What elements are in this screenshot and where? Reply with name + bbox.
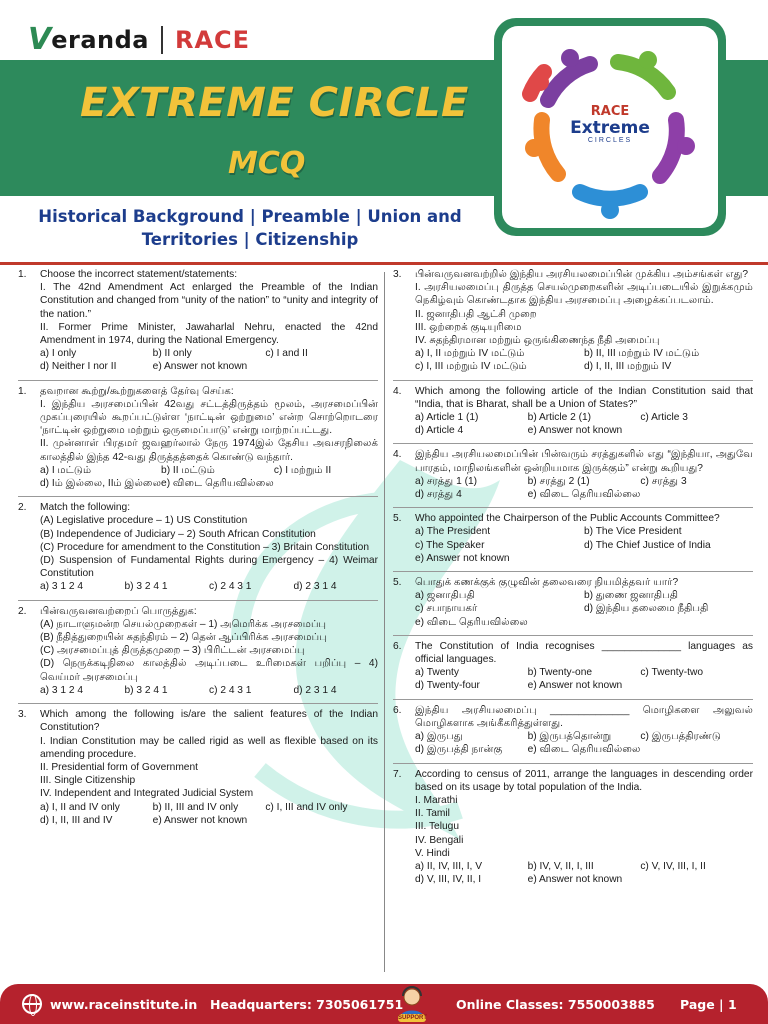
left-column (18, 268, 378, 837)
question-header (18, 708, 378, 734)
topic-subtitle: Historical Background | Preamble | Union and Territories | Citizenship (38, 207, 462, 249)
question-header (18, 385, 378, 398)
answer-options (393, 475, 753, 501)
answer-option[interactable]: d) இந்திய தலைமை நீதிபதி (584, 603, 709, 615)
answer-option[interactable]: e) விடை தெரியவில்லை (527, 489, 641, 501)
answer-option[interactable]: a) I மட்டும் (40, 464, 92, 476)
question-block (393, 512, 753, 572)
question-text: இந்திய அரசியலமைப்பின் பின்வரும் சரத்துகளில் எது “இந்தியா, அதுவே பாரதம், மாநிலங்களின் ஒன்றியமாக இருக்கும்” என்று கூறியது? (415, 449, 753, 474)
footer-bar (0, 984, 768, 1024)
question-statement: II. ஜனாதிபதி ஆட்சி முறை (415, 308, 537, 320)
question-text: Match the following: (40, 502, 131, 514)
answer-option[interactable]: e) Answer not known (152, 814, 248, 826)
answer-option[interactable]: e) விடை தெரியவில்லை (527, 744, 641, 756)
question-number: 1. (18, 269, 27, 280)
question-statement: I. அரசியலமைப்பு திருத்த செயல்முறைகளின் அடிப்படையில் இறுக்கமும் நெகிழ்வும் கொண்டதாக இந்திய அரசமைப்பு அழைக்கப்படலாம். (415, 282, 753, 307)
question-statement: I. இந்திய அரசமைப்பின் 42வது சட்டத்திருத்தம் மூலம், அரசமைப்பின் முகப்புரையில் கூறப்பட்டுள்ள ‘நாட்டின் ஒற்றுமை’ என்ற சொற்றொடரை ‘நாட்டின் ஒற்றுமை மற்றும் ஒருமைப்பாடு’ என்று மாற்றப்பட்டது. (40, 398, 378, 437)
answer-option[interactable]: d) Neither I nor II (40, 361, 117, 373)
question-text: தவறான கூற்று/கூற்றுகளைத் தேர்வு செய்க: (40, 385, 234, 397)
question-text: இந்திய அரசியலமைப்பு ______________ மொழிகளை அலுவல் மொழிகளாக அங்கீகரித்துள்ளது. (415, 704, 753, 729)
answer-option[interactable]: d) 2 3 1 4 (293, 581, 337, 593)
question-statement: IV. Bengali (415, 834, 464, 846)
question-text: The Constitution of India recognises ______________ languages as official languages. (415, 640, 753, 666)
answer-option[interactable]: d) The Chief Justice of India (584, 539, 711, 551)
question-statement: IV. Independent and Integrated Judicial System (40, 788, 254, 800)
answer-option[interactable]: c) The Speaker (415, 539, 485, 551)
question-header (393, 512, 753, 525)
answer-option[interactable]: c) சரத்து 3 (640, 475, 687, 487)
logo-extreme-text: Extreme (570, 118, 650, 138)
brand-separator (161, 26, 163, 54)
answer-options (18, 464, 378, 490)
answer-option[interactable]: a) 3 1 2 4 (40, 684, 84, 696)
question-statement: (C) Procedure for amendment to the Constitution – 3) Britain Constitution (40, 541, 369, 553)
answer-option[interactable]: b) இருபத்தொன்று (527, 731, 612, 743)
question-block (18, 385, 378, 498)
answer-option[interactable]: a) I, II மற்றும் IV மட்டும் (415, 348, 525, 360)
answer-option[interactable]: d) Article 4 (415, 425, 464, 437)
answer-option[interactable]: d) I, II, III and IV (40, 814, 113, 826)
answer-option[interactable]: b) II, III and IV only (152, 801, 239, 813)
question-statement: (B) Independence of Judiciary – 2) South African Constitution (40, 528, 316, 540)
question-header (393, 268, 753, 281)
answer-option[interactable]: b) 3 2 4 1 (124, 684, 168, 696)
question-block (393, 385, 753, 445)
question-statement: (D) நெருக்கடிநிலை காலத்தில் அடிப்படை உரிமைகள் பறிப்பு – 4) வெய்மர் அரசமைப்பு (40, 658, 378, 683)
answer-options (18, 684, 378, 697)
question-statement: IV. சுதந்திரமான மற்றும் ஒருங்கிணைந்த நீதி அமைப்பு (415, 335, 660, 347)
answer-option[interactable]: d) 2 3 1 4 (293, 684, 337, 696)
question-statement: (A) Legislative procedure – 1) US Constitution (40, 515, 248, 527)
answer-option[interactable]: e) விடை தெரியவில்லை (415, 616, 528, 628)
answer-options (393, 411, 753, 437)
answer-option[interactable]: b) சரத்து 2 (1) (527, 475, 590, 487)
logo-race-text: RACE (590, 104, 630, 119)
question-block (18, 605, 378, 704)
answer-options (393, 730, 753, 756)
question-text: பின்வருவனவற்றில் இந்திய அரசியலமைப்பின் முக்கிய அம்சங்கள் எது? (415, 269, 749, 280)
question-statement: II. முன்னாள் பிரதமர் ஜவஹர்லால் நேரு 1974இல் தேசிய அவசரநிலைக் காலத்தில் இந்த 42-வது திருத்தத்தைக் கொண்டு வந்தார். (40, 438, 378, 463)
question-block (393, 704, 753, 764)
brand-v: V (28, 22, 52, 57)
question-number: 5. (393, 577, 402, 589)
answer-option[interactable]: c) Article 3 (640, 412, 688, 424)
answer-option[interactable]: d) I, II, III மற்றும் IV (584, 361, 672, 373)
question-number: 4. (393, 385, 402, 397)
question-text: Which among the following is/are the salient features of the Indian Constitution? (40, 709, 378, 734)
footer-website[interactable]: www.raceinstitute.in (50, 997, 198, 1012)
question-number: 3. (393, 269, 402, 280)
question-text: பின்வருவனவற்றைப் பொருத்துக: (40, 605, 197, 617)
page-subtitle-mcq: MCQ (228, 146, 306, 181)
question-number: 4. (393, 449, 402, 461)
answer-option[interactable]: c) V, IV, III, I, II (640, 860, 706, 872)
question-statement: III. Telugu (415, 821, 459, 833)
extreme-circle-logo (494, 18, 726, 236)
answer-option[interactable]: c) 2 4 3 1 (209, 684, 252, 696)
question-number: 7. (393, 768, 402, 780)
answer-option[interactable]: b) IV, V, II, I, III (527, 860, 594, 872)
answer-option[interactable]: b) II மட்டும் (161, 464, 216, 476)
question-statement: III. ஒற்றைக் குடியுரிமை (415, 321, 522, 333)
answer-options (393, 525, 753, 565)
question-statement: (A) நாடாளுமன்ற செயல்முறைகள் – 1) அமெரிக்க அரசமைப்பு (40, 618, 327, 630)
question-block (393, 576, 753, 636)
answer-options (393, 589, 753, 629)
question-block (18, 268, 378, 381)
answer-option[interactable]: b) Article 2 (1) (527, 412, 592, 424)
answer-option[interactable]: a) ஜனாதிபதி (415, 590, 475, 602)
brand-race: RACE (175, 25, 251, 54)
answer-option[interactable]: a) இருபது (415, 731, 463, 743)
question-number: 5. (393, 513, 402, 525)
question-content (0, 268, 768, 978)
question-header (18, 268, 378, 281)
answer-option[interactable]: b) II only (152, 348, 192, 360)
answer-option[interactable]: a) I only (40, 348, 77, 360)
answer-option[interactable]: a) II, IV, III, I, V (415, 860, 482, 872)
answer-option[interactable]: e) Answer not known (152, 361, 248, 373)
question-text: Which among the following article of the Indian Constitution said that “India, that is Bharat, shall be a Union of States?” (415, 385, 753, 410)
question-statement: I. The 42nd Amendment Act enlarged the Preamble of the Indian Constitution and changed from “unity of the nation” to “unity and integrity of the nation.” (40, 282, 378, 320)
question-number: 3. (18, 709, 27, 721)
answer-option[interactable]: c) I, III and IV only (265, 801, 348, 813)
answer-option[interactable]: b) துணை ஜனாதிபதி (584, 590, 679, 602)
answer-option[interactable]: b) The Vice President (584, 526, 682, 538)
support-badge (392, 984, 432, 1024)
answer-option[interactable]: e) Answer not known (527, 680, 623, 692)
answer-option[interactable]: a) I, II and IV only (40, 801, 120, 813)
answer-option[interactable]: c) Twenty-two (640, 667, 703, 679)
answer-option[interactable]: b) 3 2 4 1 (124, 581, 168, 593)
question-block (18, 708, 378, 833)
brand-logo (28, 22, 250, 57)
question-block (393, 640, 753, 700)
question-block (393, 448, 753, 508)
answer-option[interactable]: d) Twenty-four (415, 680, 480, 692)
question-number: 6. (393, 704, 402, 716)
question-statement: (D) Suspension of Fundamental Rights during Emergency – 4) Weimar Constitution (40, 555, 378, 580)
answer-option[interactable]: d) சரத்து 4 (415, 489, 462, 501)
answer-option[interactable]: d) Iம் இல்லை, IIம் இல்லை (40, 478, 162, 490)
question-header (393, 704, 753, 730)
question-number: 2. (18, 502, 27, 514)
question-header (393, 385, 753, 411)
question-header (18, 501, 378, 514)
answer-option[interactable]: a) Article 1 (1) (415, 412, 479, 424)
question-number: 2. (18, 605, 27, 617)
globe-icon (22, 994, 42, 1014)
support-label: SUPPORT (398, 1015, 428, 1021)
answer-option[interactable]: e) Answer not known (527, 425, 623, 437)
question-statement: V. Hindi (415, 847, 450, 859)
answer-options (18, 580, 378, 593)
question-statement: (B) நீதித்துறையின் சுதந்திரம் – 2) தென் ஆப்பிரிக்க அரசமைப்பு (40, 632, 327, 644)
question-block (393, 768, 753, 893)
question-statement: I. Indian Constitution may be called rigid as well as flexible based on its amending procedure. (40, 735, 378, 760)
question-statement: III. Single Citizenship (40, 775, 136, 787)
question-header (18, 605, 378, 618)
answer-options (393, 347, 753, 373)
answer-option[interactable]: a) சரத்து 1 (1) (415, 475, 478, 487)
brand-veranda: eranda (51, 25, 149, 54)
header-divider (0, 262, 768, 265)
question-statement: II. Former Prime Minister, Jawaharlal Nehru, enacted the 42nd Amendment in 1974, during the National Emergency. (40, 321, 378, 347)
answer-option[interactable]: e) Answer not known (527, 874, 623, 886)
answer-options (393, 860, 753, 886)
question-text: பொதுக் கணக்குக் குழுவின் தலைவரை நியமித்தவர் யார்? (415, 577, 679, 589)
logo-circles-text: CIRCLES (587, 137, 633, 144)
question-text: Who appointed the Chairperson of the Public Accounts Committee? (415, 513, 720, 525)
answer-option[interactable]: c) I மற்றும் II (273, 464, 332, 476)
right-column (393, 268, 753, 896)
question-number: 1. (18, 385, 27, 397)
answer-option[interactable]: c) இருபத்திரண்டு (640, 731, 721, 743)
question-statement: II. Tamil (415, 808, 450, 820)
question-statement: (C) அரசமைப்புத் திருத்தமுறை – 3) பிரிட்டன் அரசமைப்பு (40, 645, 305, 657)
answer-option[interactable]: e) Answer not known (415, 552, 510, 564)
footer-page-number: Page | 1 (680, 997, 737, 1012)
answer-option[interactable]: d) இருபத்தி நான்கு (415, 744, 503, 756)
answer-options (18, 347, 378, 373)
answer-option[interactable]: a) The President (415, 526, 491, 538)
answer-option[interactable]: c) சபாநாயகர் (415, 603, 478, 615)
answer-option[interactable]: a) Twenty (415, 667, 459, 679)
answer-option[interactable]: c) I and II (265, 348, 308, 360)
question-block (393, 268, 753, 381)
question-number: 6. (393, 640, 402, 652)
question-header (393, 640, 753, 666)
page-title: EXTREME CIRCLE (80, 80, 469, 126)
answer-option[interactable]: c) I, III மற்றும் IV மட்டும் (415, 361, 527, 373)
answer-options (18, 801, 378, 827)
answer-option[interactable]: b) II, III மற்றும் IV மட்டும் (584, 348, 700, 360)
question-block (18, 501, 378, 600)
answer-option[interactable]: a) 3 1 2 4 (40, 581, 84, 593)
question-header (393, 448, 753, 474)
answer-option[interactable]: e) விடை தெரியவில்லை (161, 478, 274, 490)
footer-online-classes: Online Classes: 7550003885 (456, 997, 655, 1012)
question-header (393, 768, 753, 794)
question-header (393, 576, 753, 589)
answer-options (393, 666, 753, 692)
question-statement: I. Marathi (415, 794, 458, 806)
question-text: According to census of 2011, arrange the languages in descending order based on its usage by total population of the India. (415, 768, 753, 793)
question-text: Choose the incorrect statement/statements: (40, 269, 238, 280)
footer-headquarters: Headquarters: 7305061751 (210, 997, 404, 1012)
answer-option[interactable]: d) V, III, IV, II, I (415, 874, 482, 886)
answer-option[interactable]: b) Twenty-one (527, 667, 593, 679)
answer-option[interactable]: c) 2 4 3 1 (209, 581, 252, 593)
question-statement: II. Presidential form of Government (40, 761, 198, 773)
